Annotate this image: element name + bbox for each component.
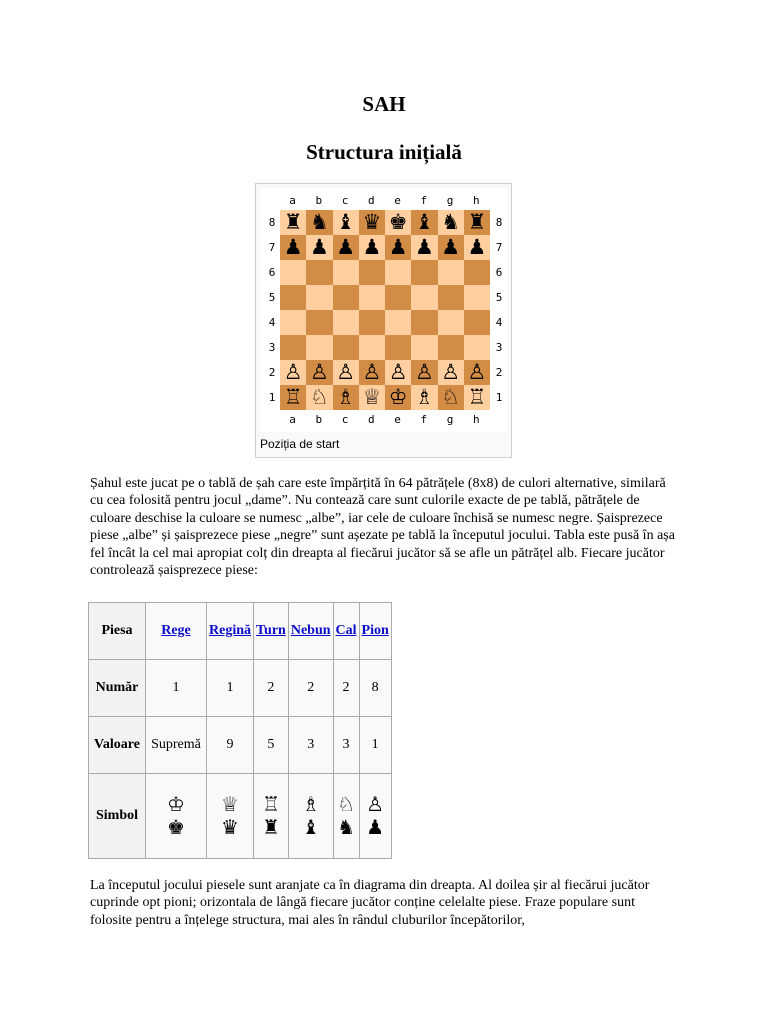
black-knight-icon: ♞	[441, 210, 461, 234]
symbol-cell	[254, 774, 289, 859]
rank-label: 2	[268, 366, 276, 379]
board-square-a8	[280, 210, 306, 235]
chess-diagram	[255, 183, 512, 458]
board-square-b6	[306, 260, 332, 285]
file-label: b	[315, 194, 323, 207]
white-bishop-icon: ♗	[336, 385, 356, 409]
page-title: SAH	[362, 92, 406, 116]
board-square-a7	[280, 235, 306, 260]
black-pawn-icon: ♟	[309, 235, 329, 259]
board-square-g5	[438, 285, 464, 310]
board-square-g2	[438, 360, 464, 385]
board-square-a3	[280, 335, 306, 360]
rank-label: 7	[495, 241, 503, 254]
board-square-d1	[359, 385, 385, 410]
piece-link-regina[interactable]: Regină	[209, 623, 251, 638]
white-pawn-icon: ♙	[362, 360, 382, 384]
board-square-a1	[280, 385, 306, 410]
white-pawn-icon: ♙	[283, 360, 303, 384]
board-square-f3	[411, 335, 437, 360]
white-rook-icon: ♖	[261, 792, 280, 816]
black-knight-icon: ♞	[309, 210, 329, 234]
board-square-b2	[306, 360, 332, 385]
white-knight-icon: ♘	[441, 385, 461, 409]
board-square-h6	[464, 260, 490, 285]
table-row	[89, 717, 392, 774]
rank-label: 6	[268, 266, 276, 279]
black-king-icon: ♚	[167, 815, 185, 839]
file-label: a	[289, 413, 296, 426]
board-square-g1	[438, 385, 464, 410]
black-bishop-icon: ♝	[301, 815, 320, 839]
black-rook-icon: ♜	[467, 210, 487, 234]
white-bishop-icon: ♗	[414, 385, 434, 409]
board-square-c8	[333, 210, 359, 235]
black-bishop-icon: ♝	[414, 210, 434, 234]
rank-label: 1	[268, 391, 276, 404]
board-square-g8	[438, 210, 464, 235]
board-square-e8	[385, 210, 411, 235]
piece-cell	[333, 603, 359, 660]
count-cell: 8	[359, 660, 391, 717]
board-square-a4	[280, 310, 306, 335]
white-pawn-icon: ♙	[309, 360, 329, 384]
rank-label: 4	[268, 316, 276, 329]
white-pawn-icon: ♙	[467, 360, 487, 384]
row-header-simbol: Simbol	[89, 774, 146, 859]
value-cell: 3	[333, 717, 359, 774]
white-king-icon: ♔	[388, 385, 408, 409]
board-square-a5	[280, 285, 306, 310]
board-square-e6	[385, 260, 411, 285]
piece-cell	[288, 603, 333, 660]
board-square-g7	[438, 235, 464, 260]
black-queen-icon: ♛	[362, 210, 382, 234]
board-square-e3	[385, 335, 411, 360]
board-square-g6	[438, 260, 464, 285]
board-square-d6	[359, 260, 385, 285]
white-king-icon: ♔	[167, 792, 185, 816]
black-pawn-icon: ♟	[336, 235, 356, 259]
rank-label: 5	[495, 291, 503, 304]
value-cell: 1	[359, 717, 391, 774]
value-cell: Supremă	[146, 717, 207, 774]
board-square-h1	[464, 385, 490, 410]
board-square-c3	[333, 335, 359, 360]
white-pawn-icon: ♙	[336, 360, 356, 384]
intro-paragraph: Șahul este jucat pe o tablă de șah care este împărțită în 64 pătrățele (8x8) de culori alternative, similară cu cea folosită pentru jocul „dame”. Nu contează care sunt culorile exacte de pe tablă, pătrățele de culoare deschise la culoare se numesc „albe”, iar cele de culoare închisă se numesc negre. Șaisprezece piese „albe” și șaisprezece piese „negre” sunt așezate pe tablă la începutul jocului. Tabla este pusă în așa fel încât la cel mai apropiat colț din dreapta al fiecărui jucător să se afle un pătrățel alb. Fiecare jucător controlează șaisprezece piese:	[90, 476, 675, 579]
board-square-e2	[385, 360, 411, 385]
black-pawn-icon: ♟	[388, 235, 408, 259]
rank-label: 2	[495, 366, 503, 379]
black-pawn-icon: ♟	[362, 235, 382, 259]
diagram-caption: Poziția de start	[260, 437, 340, 451]
board-square-g3	[438, 335, 464, 360]
board-square-e1	[385, 385, 411, 410]
piece-cell	[207, 603, 254, 660]
board-square-c7	[333, 235, 359, 260]
black-king-icon: ♚	[388, 210, 408, 234]
board-square-e4	[385, 310, 411, 335]
white-rook-icon: ♖	[467, 385, 487, 409]
piece-link-rege[interactable]: Rege	[161, 623, 191, 638]
board-square-b5	[306, 285, 332, 310]
file-label: c	[341, 413, 349, 426]
board-square-b7	[306, 235, 332, 260]
board-square-b4	[306, 310, 332, 335]
board-square-f7	[411, 235, 437, 260]
count-cell: 2	[288, 660, 333, 717]
black-knight-icon: ♞	[337, 815, 355, 839]
board-square-f4	[411, 310, 437, 335]
board-square-d8	[359, 210, 385, 235]
symbol-cell	[207, 774, 254, 859]
white-knight-icon: ♘	[337, 792, 355, 816]
rank-label: 7	[268, 241, 276, 254]
rank-label: 4	[495, 316, 503, 329]
board-square-c5	[333, 285, 359, 310]
board-square-d3	[359, 335, 385, 360]
white-knight-icon: ♘	[309, 385, 329, 409]
board-square-f8	[411, 210, 437, 235]
piece-link-nebun[interactable]: Nebun	[290, 623, 331, 638]
file-label: d	[367, 194, 375, 207]
board-square-e7	[385, 235, 411, 260]
rank-label: 8	[495, 216, 503, 229]
board-square-b8	[306, 210, 332, 235]
board-square-b3	[306, 335, 332, 360]
row-header-valoare: Valoare	[89, 717, 146, 774]
board-square-h5	[464, 285, 490, 310]
file-label: b	[315, 413, 323, 426]
black-queen-icon: ♛	[221, 815, 239, 839]
file-label: f	[420, 413, 428, 426]
board-square-d7	[359, 235, 385, 260]
board-square-a2	[280, 360, 306, 385]
file-label: e	[394, 413, 401, 426]
file-label: h	[472, 413, 480, 426]
pieces-table	[88, 602, 392, 859]
count-cell: 1	[146, 660, 207, 717]
symbol-cell	[146, 774, 207, 859]
white-queen-icon: ♕	[221, 792, 239, 816]
row-header-numar: Număr	[89, 660, 146, 717]
board-square-h2	[464, 360, 490, 385]
board-square-c6	[333, 260, 359, 285]
black-pawn-icon: ♟	[283, 235, 303, 259]
board-square-b1	[306, 385, 332, 410]
board-square-d5	[359, 285, 385, 310]
file-label: g	[446, 194, 454, 207]
board-square-c1	[333, 385, 359, 410]
rank-label: 5	[268, 291, 276, 304]
board-square-h3	[464, 335, 490, 360]
piece-link-turn[interactable]: Turn	[256, 623, 286, 638]
white-rook-icon: ♖	[283, 385, 303, 409]
board-square-d2	[359, 360, 385, 385]
file-label: e	[394, 194, 401, 207]
black-bishop-icon: ♝	[336, 210, 356, 234]
black-pawn-icon: ♟	[441, 235, 461, 259]
rank-label: 6	[495, 266, 503, 279]
white-pawn-icon: ♙	[414, 360, 434, 384]
board-square-c2	[333, 360, 359, 385]
value-cell: 9	[207, 717, 254, 774]
board-square-e5	[385, 285, 411, 310]
symbol-cell	[359, 774, 391, 859]
board-square-f6	[411, 260, 437, 285]
white-bishop-icon: ♗	[301, 792, 320, 816]
file-label: h	[472, 194, 480, 207]
table-row	[89, 603, 392, 660]
board-square-f5	[411, 285, 437, 310]
piece-cell	[359, 603, 391, 660]
white-pawn-icon: ♙	[388, 360, 408, 384]
board-square-h8	[464, 210, 490, 235]
black-pawn-icon: ♟	[467, 235, 487, 259]
row-header-piesa: Piesa	[89, 603, 146, 660]
white-queen-icon: ♕	[362, 385, 382, 409]
table-row	[89, 774, 392, 859]
chessboard	[260, 188, 507, 432]
piece-link-pion[interactable]: Pion	[361, 623, 389, 638]
white-pawn-icon: ♙	[366, 792, 385, 816]
piece-cell	[254, 603, 289, 660]
rank-label: 3	[495, 341, 503, 354]
board-grid	[280, 210, 490, 410]
piece-cell	[146, 603, 207, 660]
count-cell: 2	[254, 660, 289, 717]
board-square-a6	[280, 260, 306, 285]
setup-paragraph: La începutul jocului piesele sunt aranjate ca în diagrama din dreapta. Al doilea șir al fiecărui jucător cuprinde opt pioni; orizontala de lângă fiecare jucător conține celelalte piese. Fraze populare sunt folosite pentru a înțelege structura, mai ales în rândul cluburilor începătorilor,	[90, 878, 650, 928]
board-square-d4	[359, 310, 385, 335]
black-pawn-icon: ♟	[366, 815, 385, 839]
black-pawn-icon: ♟	[414, 235, 434, 259]
file-label: f	[420, 194, 428, 207]
count-cell: 1	[207, 660, 254, 717]
section-heading: Structura inițială	[306, 140, 462, 164]
rank-label: 1	[495, 391, 503, 404]
symbol-cell	[288, 774, 333, 859]
rank-label: 3	[268, 341, 276, 354]
black-rook-icon: ♜	[283, 210, 303, 234]
piece-link-cal[interactable]: Cal	[335, 623, 357, 638]
board-square-g4	[438, 310, 464, 335]
file-label: a	[289, 194, 296, 207]
board-square-c4	[333, 310, 359, 335]
board-square-f1	[411, 385, 437, 410]
value-cell: 3	[288, 717, 333, 774]
black-rook-icon: ♜	[261, 815, 280, 839]
symbol-cell	[333, 774, 359, 859]
board-square-h4	[464, 310, 490, 335]
board-square-h7	[464, 235, 490, 260]
file-label: c	[341, 194, 349, 207]
table-row	[89, 660, 392, 717]
value-cell: 5	[254, 717, 289, 774]
board-square-f2	[411, 360, 437, 385]
file-label: d	[367, 413, 375, 426]
count-cell: 2	[333, 660, 359, 717]
rank-label: 8	[268, 216, 276, 229]
white-pawn-icon: ♙	[441, 360, 461, 384]
file-label: g	[446, 413, 454, 426]
